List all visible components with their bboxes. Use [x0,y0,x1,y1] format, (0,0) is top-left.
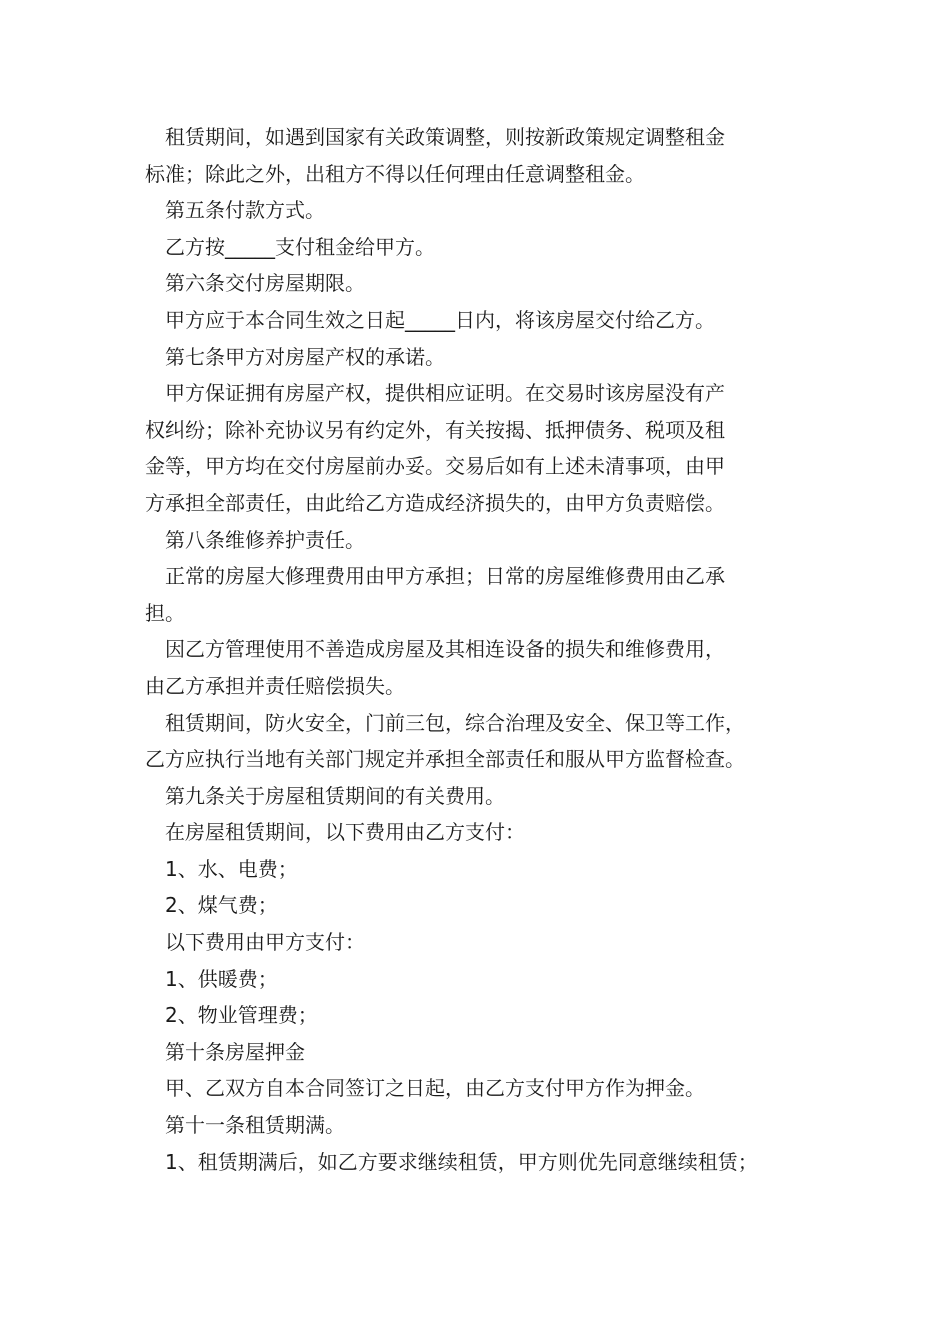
text-line: 第八条维修养护责任。 [165,527,365,552]
text-line: 2、物业管理费； [165,1003,318,1028]
text-line: 正常的房屋大修理费用由甲方承担；日常的房屋维修费用由乙承 [165,564,725,589]
text-line: 由乙方承担并责任赔偿损失。 [145,673,405,698]
text-line: 权纠纷；除补充协议另有约定外，有关按揭、抵押债务、税项及租 [145,417,725,442]
text-line: 第七条甲方对房屋产权的承诺。 [165,344,445,369]
text-line: 第六条交付房屋期限。 [165,271,365,296]
text-line: 在房屋租赁期间，以下费用由乙方支付： [165,820,525,845]
text-line: 第十条房屋押金 [165,1039,305,1064]
document-body [145,119,825,1180]
text-line: 甲、乙双方自本合同签订之日起，由乙方支付甲方作为押金。 [165,1076,705,1101]
text-line: 以下费用由甲方支付： [165,930,365,955]
text-line: 方承担全部责任，由此给乙方造成经济损失的，由甲方负责赔偿。 [145,490,725,515]
text-line: 1、租赁期满后，如乙方要求继续租赁，甲方则优先同意继续租赁； [165,1149,758,1174]
text-line: 甲方保证拥有房屋产权，提供相应证明。在交易时该房屋没有产 [165,381,725,406]
text-line: 因乙方管理使用不善造成房屋及其相连设备的损失和维修费用， [165,637,725,662]
text-line: 1、水、电费； [165,856,298,881]
text-line: 甲方应于本合同生效之日起_____日内，将该房屋交付给乙方。 [165,307,715,332]
text-line: 2、煤气费； [165,893,278,918]
text-line: 金等，甲方均在交付房屋前办妥。交易后如有上述未清事项，由甲 [145,454,725,479]
text-line: 标准；除此之外，出租方不得以任何理由任意调整租金。 [145,161,645,186]
text-line: 第十一条租赁期满。 [165,1113,345,1138]
text-line: 租赁期间，防火安全，门前三包，综合治理及安全、保卫等工作， [165,710,745,735]
text-line: 第五条付款方式。 [165,198,325,223]
text-line: 第九条关于房屋租赁期间的有关费用。 [165,783,505,808]
text-line: 乙方应执行当地有关部门规定并承担全部责任和服从甲方监督检查。 [145,747,745,772]
text-line: 租赁期间，如遇到国家有关政策调整，则按新政策规定调整租金 [165,125,725,149]
text-line: 担。 [145,600,185,625]
text-line: 乙方按_____支付租金给甲方。 [165,234,435,259]
text-line: 1、供暖费； [165,966,278,991]
